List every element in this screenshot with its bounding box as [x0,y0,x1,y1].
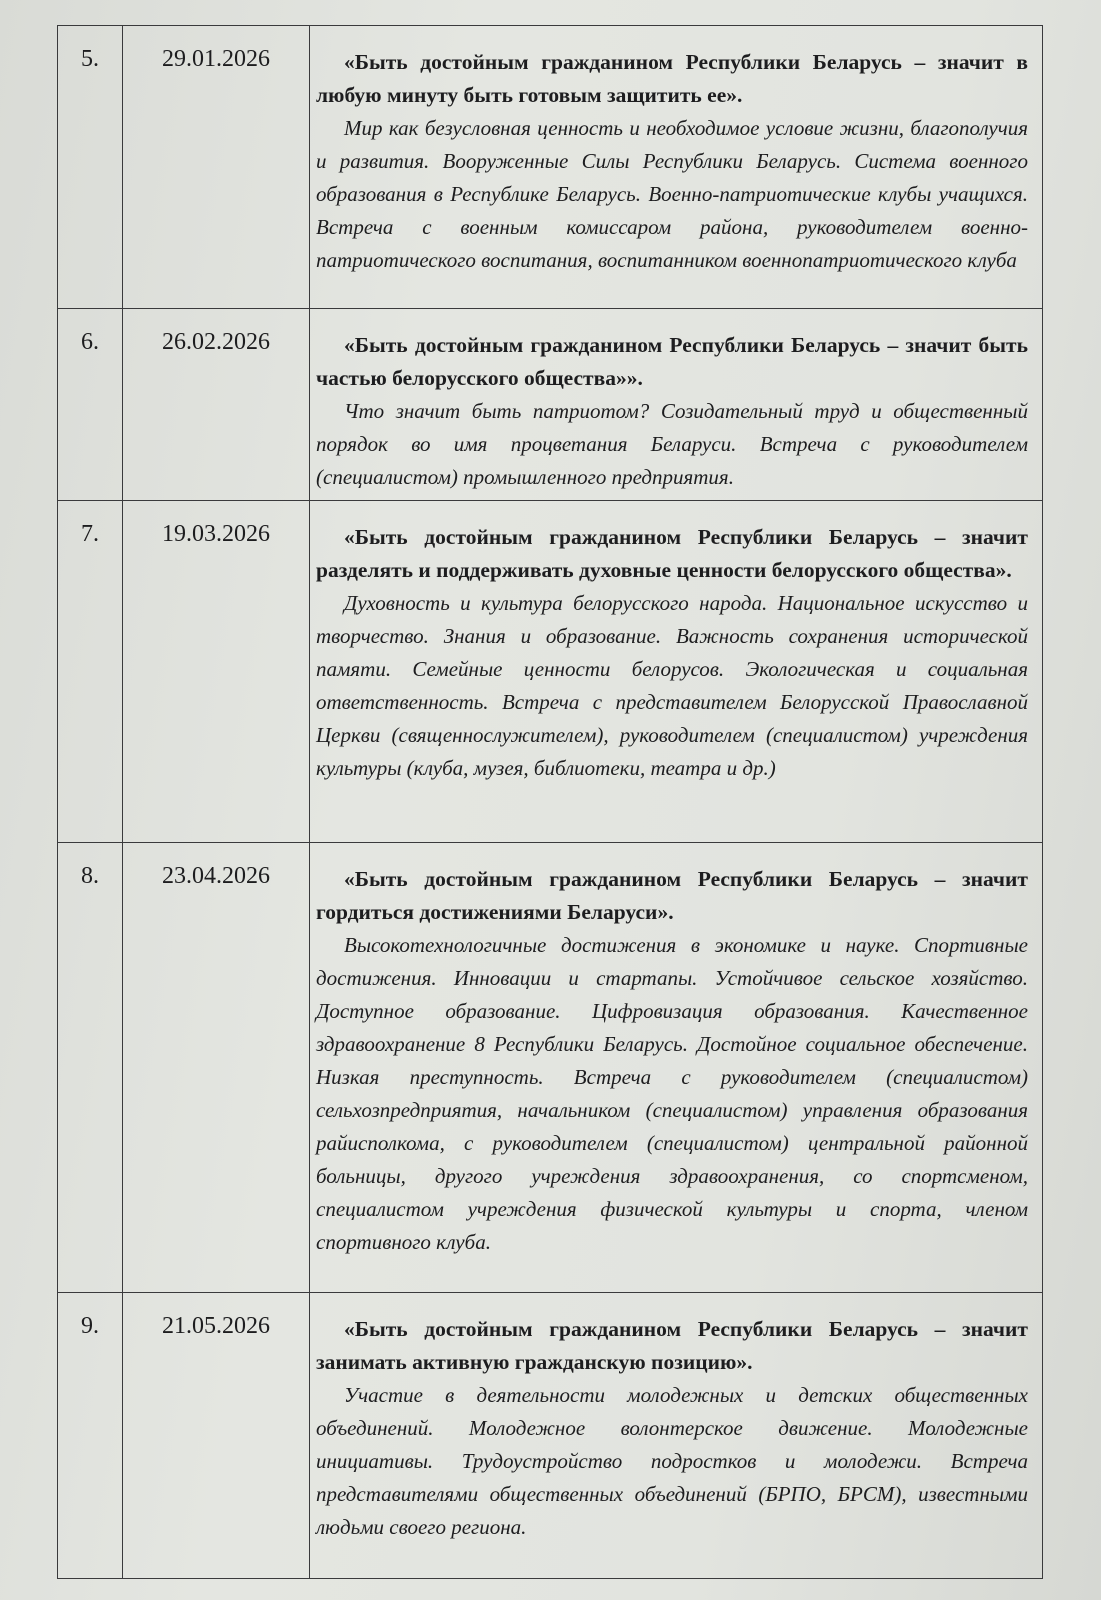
events-table [57,25,1043,1579]
row-date: 23.04.2026 [123,843,310,1293]
row-title: «Быть достойным гражданином Республики Беларусь – значит занимать активную гражданскую позицию». [316,1317,1028,1374]
row-number: 7. [58,501,123,843]
row-number: 5. [58,26,123,309]
row-title: «Быть достойным гражданином Республики Беларусь – значит гордиться достижениями Беларуси». [316,867,1028,924]
row-content [310,309,1043,501]
table-row [58,1293,1043,1579]
row-title: «Быть достойным гражданином Республики Беларусь – значит в любую минуту быть готовым защитить ее». [316,50,1028,107]
row-number: 9. [58,1293,123,1579]
row-description: Мир как безусловная ценность и необходимое условие жизни, благополучия и развития. Вооруженные Силы Республики Беларусь. Система военного образования в Республике Беларусь. Военно-патриотические клубы учащихся. Встреча с военным комиссаром района, руководителем военно-патриотического воспитания, воспитанником военнопатриотического клуба [316,116,1028,272]
row-content [310,501,1043,843]
row-date: 19.03.2026 [123,501,310,843]
row-description: Что значит быть патриотом? Созидательный труд и общественный порядок во имя процветания Беларуси. Встреча с руководителем (специалистом) промышленного предприятия. [316,399,1028,489]
row-content [310,843,1043,1293]
row-date: 29.01.2026 [123,26,310,309]
row-description: Участие в деятельности молодежных и детских общественных объединений. Молодежное волонтерское движение. Молодежные инициативы. Трудоустройство подростков и молодежи. Встреча представителями общественных объединений (БРПО, БРСМ), известными людьми своего региона. [316,1383,1028,1539]
table-row [58,26,1043,309]
row-content [310,1293,1043,1579]
row-description: Высокотехнологичные достижения в экономике и науке. Спортивные достижения. Инновации и стартапы. Устойчивое сельское хозяйство. Доступное образование. Цифровизация образования. Качественное здравоохранение 8 Республики Беларусь. Достойное социальное обеспечение. Низкая преступность. Встреча с руководителем (специалистом) сельхозпредприятия, начальником (специалистом) управления образования райисполкома, с руководителем (специалистом) центральной районной больницы, другого учреждения здравоохранения, со спортсменом, специалистом учреждения физической культуры и спорта, членом спортивного клуба. [316,933,1028,1254]
row-description: Духовность и культура белорусского народа. Национальное искусство и творчество. Знания и образование. Важность сохранения исторической памяти. Семейные ценности белорусов. Экологическая и социальная ответственность. Встреча с представителем Белорусской Православной Церкви (священнослужителем), руководителем (специалистом) учреждения культуры (клуба, музея, библиотеки, театра и др.) [316,591,1028,780]
row-title: «Быть достойным гражданином Республики Беларусь – значит быть частью белорусского общества»». [316,333,1028,390]
row-number: 6. [58,309,123,501]
row-date: 26.02.2026 [123,309,310,501]
row-date: 21.05.2026 [123,1293,310,1579]
table-row [58,501,1043,843]
row-number: 8. [58,843,123,1293]
row-content [310,26,1043,309]
row-title: «Быть достойным гражданином Республики Беларусь – значит разделять и поддерживать духовные ценности белорусского общества». [316,525,1028,582]
table-row [58,309,1043,501]
table-row [58,843,1043,1293]
